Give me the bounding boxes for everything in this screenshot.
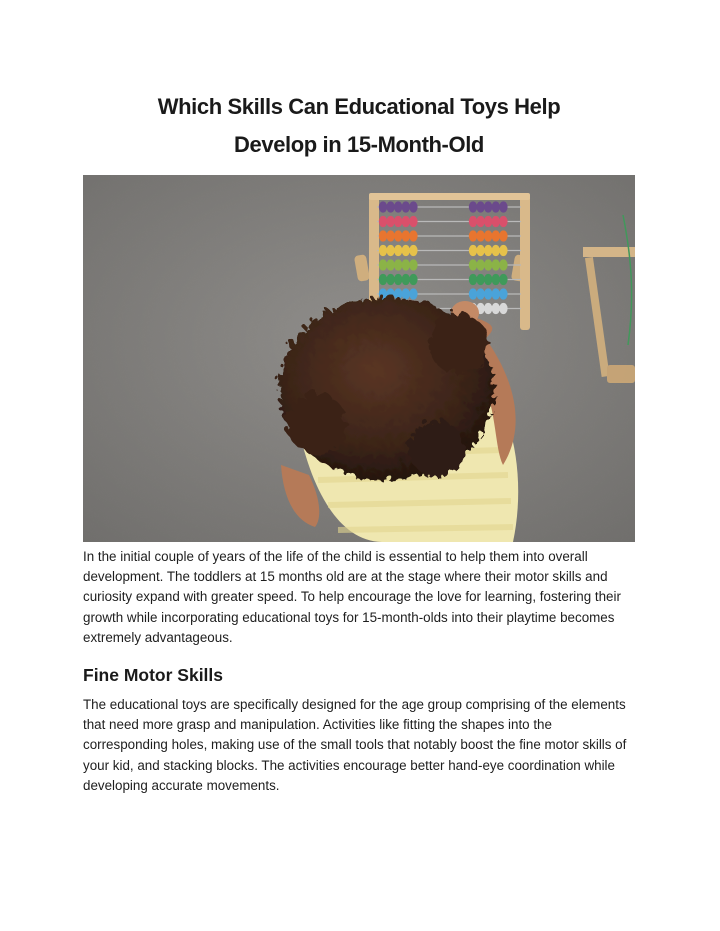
abacus-bead	[409, 201, 417, 212]
abacus-bead	[469, 288, 477, 299]
abacus-bead	[409, 216, 417, 227]
abacus-bead	[394, 216, 402, 227]
title-line-1: Which Skills Can Educational Toys Help	[157, 94, 561, 119]
abacus-bead	[386, 201, 394, 212]
abacus-bead	[484, 259, 492, 270]
abacus-bead	[394, 274, 402, 285]
hero-photo	[83, 175, 635, 542]
abacus-bead	[484, 303, 492, 314]
abacus-bead	[476, 201, 484, 212]
abacus-bead	[469, 230, 477, 241]
abacus-bead	[499, 216, 507, 227]
abacus-bead	[469, 245, 477, 256]
abacus-bead	[409, 245, 417, 256]
abacus-bead	[499, 230, 507, 241]
abacus-bead	[402, 201, 410, 212]
abacus-bead	[492, 245, 500, 256]
child-figure	[275, 293, 518, 542]
abacus-bead	[499, 288, 507, 299]
abacus-bead	[492, 288, 500, 299]
section-heading-fine-motor: Fine Motor Skills	[83, 665, 224, 685]
abacus-bead	[484, 216, 492, 227]
abacus-bead	[484, 245, 492, 256]
abacus-bead	[409, 259, 417, 270]
abacus-bead	[476, 216, 484, 227]
abacus-bead	[492, 274, 500, 285]
abacus-bead	[386, 245, 394, 256]
abacus-bead	[476, 274, 484, 285]
abacus-bead	[379, 216, 387, 227]
abacus-bead	[469, 274, 477, 285]
abacus-bead	[492, 230, 500, 241]
abacus-bead	[402, 259, 410, 270]
abacus-bead	[379, 201, 387, 212]
abacus-bead	[484, 274, 492, 285]
abacus-bead	[394, 230, 402, 241]
abacus-bead	[379, 274, 387, 285]
abacus-bead	[476, 245, 484, 256]
abacus-bead	[394, 259, 402, 270]
page-title	[83, 88, 635, 164]
abacus-bead	[492, 201, 500, 212]
abacus-bead	[492, 259, 500, 270]
abacus-bead	[476, 230, 484, 241]
abacus-bead	[402, 230, 410, 241]
abacus-bead	[379, 245, 387, 256]
abacus-bead	[386, 274, 394, 285]
abacus-bead	[469, 201, 477, 212]
intro-paragraph: In the initial couple of years of the life of the child is essential to help them into overall development. The toddlers at 15 months old are at the stage where their motor skills and curiosity expand with greater speed. To help encourage the love for learning, fostering their growth while incorporating educational toys for 15-month-olds into their playtime becomes extremely advantageous.	[83, 549, 621, 645]
abacus-bead	[499, 274, 507, 285]
abacus-bead	[484, 288, 492, 299]
abacus-bead	[484, 230, 492, 241]
abacus-bead	[484, 201, 492, 212]
abacus-bead	[402, 245, 410, 256]
abacus-bead	[499, 303, 507, 314]
abacus-bead	[409, 274, 417, 285]
section-body-fine-motor: The educational toys are specifically designed for the age group comprising of the elements that need more grasp and manipulation. Activities like fitting the shapes into the corresponding holes, making use of the small tools that notably boost the fine motor skills of your kid, and stacking blocks. The activities encourage better hand-eye coordination while developing accurate movements.	[83, 697, 627, 793]
abacus-bead	[394, 245, 402, 256]
abacus-bead	[409, 230, 417, 241]
abacus-bead	[499, 259, 507, 270]
abacus-bead	[492, 303, 500, 314]
abacus-bead	[476, 259, 484, 270]
abacus-bead	[379, 230, 387, 241]
abacus-bead	[476, 288, 484, 299]
abacus-bead	[402, 216, 410, 227]
abacus-bead	[394, 201, 402, 212]
abacus-bead	[402, 274, 410, 285]
abacus-bead	[386, 216, 394, 227]
abacus-bead	[379, 259, 387, 270]
abacus-bead	[469, 216, 477, 227]
abacus-bead	[499, 201, 507, 212]
abacus-bead	[499, 245, 507, 256]
abacus-bead	[492, 216, 500, 227]
title-line-2: Develop in 15-Month-Old	[234, 132, 484, 157]
abacus-bead	[386, 230, 394, 241]
abacus-bead	[386, 259, 394, 270]
abacus-bead	[469, 259, 477, 270]
